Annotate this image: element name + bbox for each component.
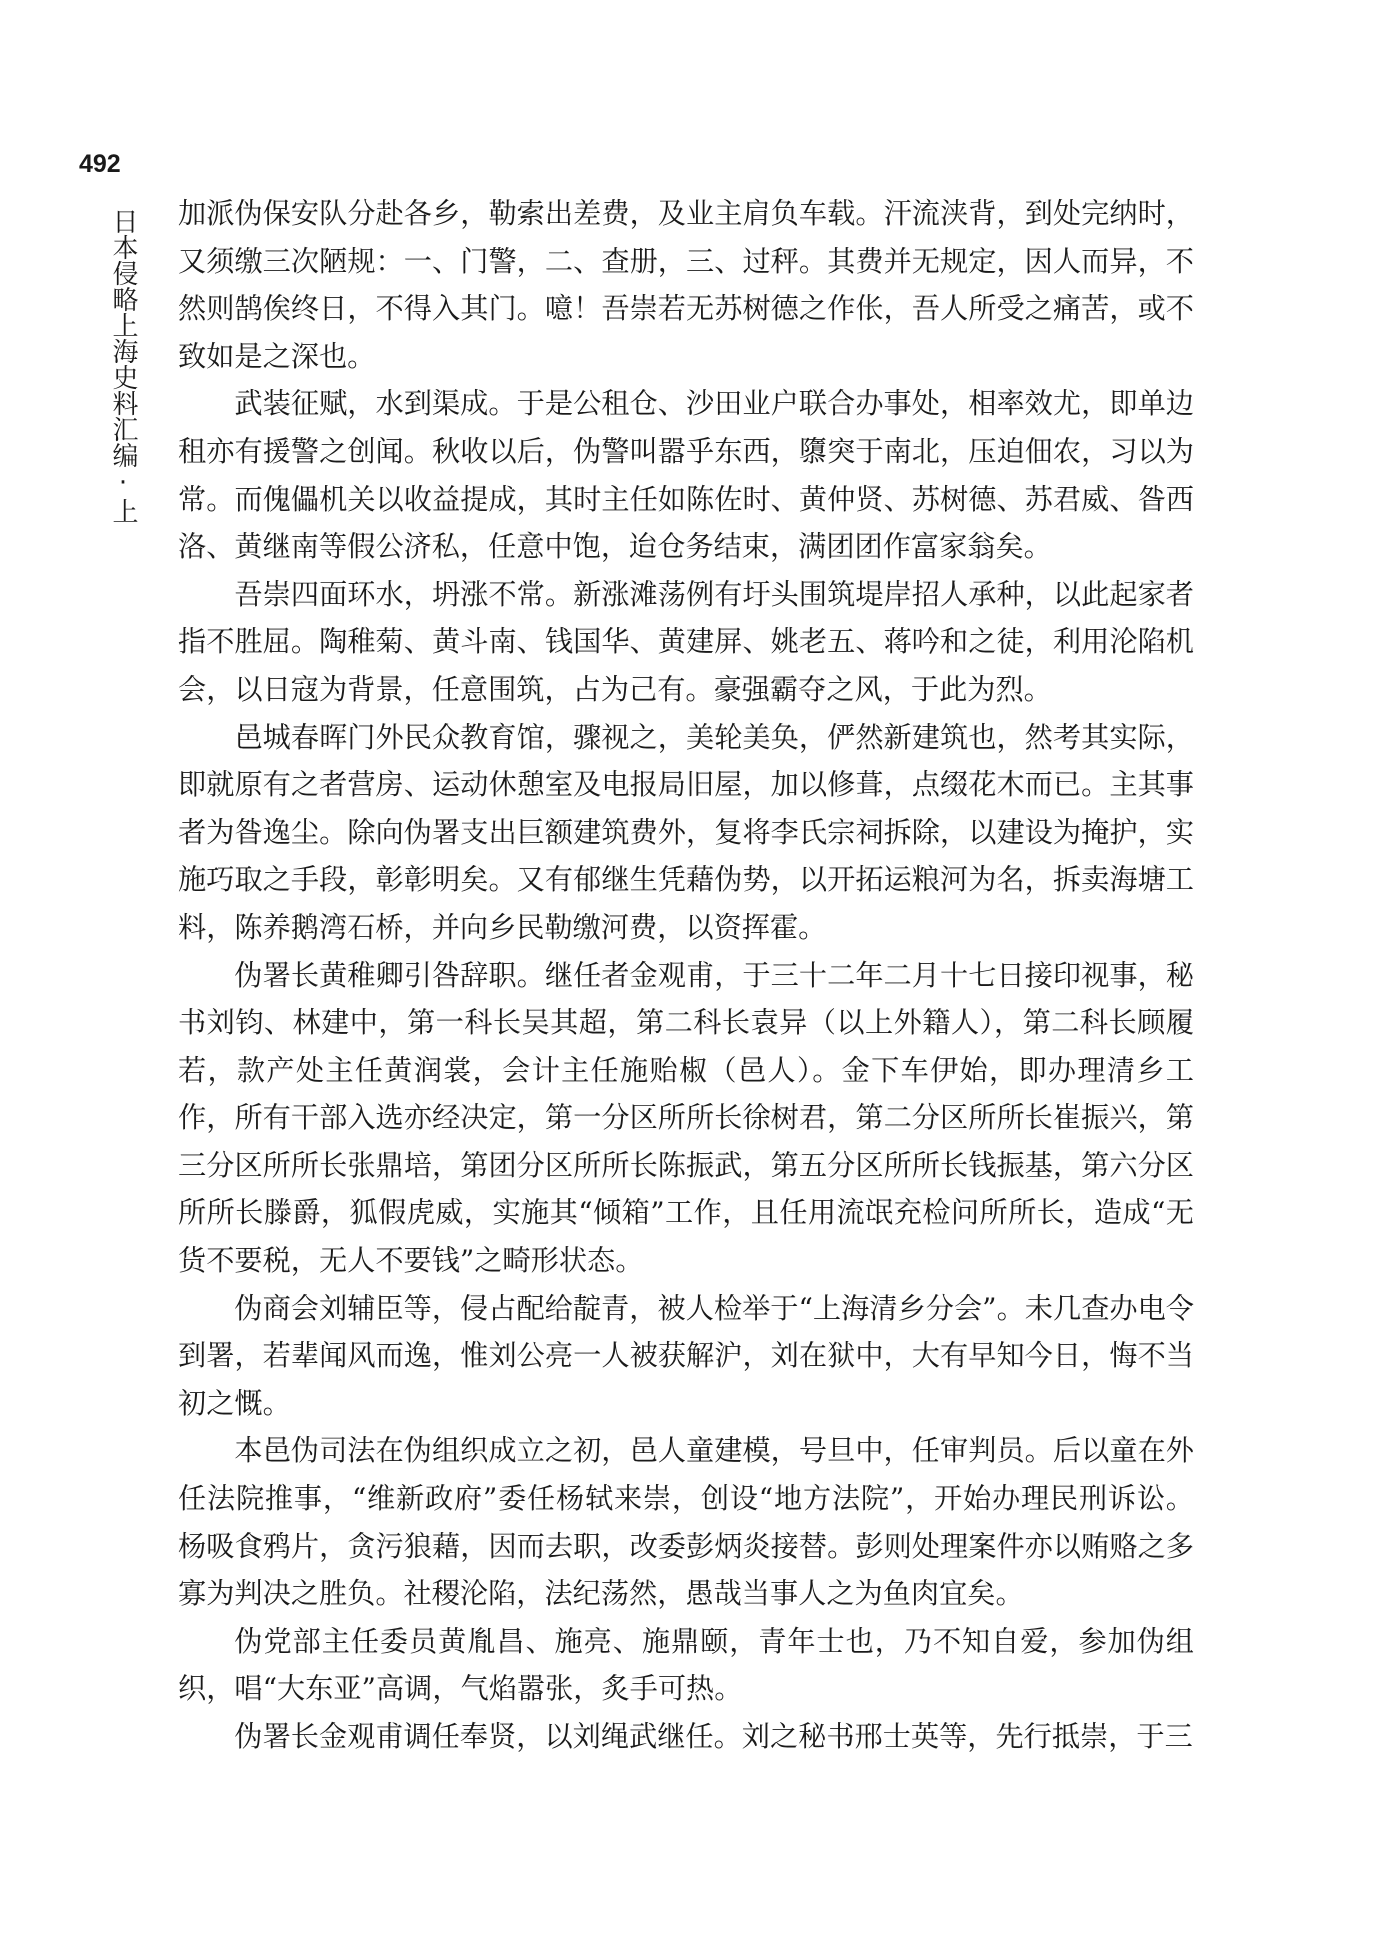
paragraph-1: 加派伪保安队分赴各乡，勒索出差费，及业主肩负车载。汗流浃背，到处完纳时，又须缴三次陋规：一、门警，二、查册，三、过秤。其费并无规定，因人而异，不然则鹄俟终日，不得入其门。噫！吾崇若无苏树德之作伥，吾人所受之痛苦，或不致如是之深也。: [178, 197, 1194, 373]
page-number: 492: [79, 150, 121, 178]
paragraph-3: 吾崇四面环水，坍涨不常。新涨滩荡例有圩头围筑堤岸招人承种，以此起家者指不胜屈。陶稚菊、黄斗南、钱国华、黄建屏、姚老五、蒋吟和之徒，利用沦陷机会，以日寇为背景，任意围筑，占为己有。豪强霸夺之风，于此为烈。: [178, 577, 1194, 706]
paragraph-8: 伪党部主任委员黄胤昌、施亮、施鼎颐，青年士也，乃不知自爱，参加伪组织，唱“大东亚”高调，气焰嚣张，炙手可热。: [178, 1624, 1194, 1706]
paragraph-6: 伪商会刘辅臣等，侵占配给靛青，被人检举于“上海清乡分会”。未几查办电令到署，若辈闻风而逸，惟刘公亮一人被获解沪，刘在狱中，大有早知今日，悔不当初之慨。: [178, 1291, 1194, 1420]
paragraph-2: 武装征赋，水到渠成。于是公租仓、沙田业户联合办事处，相率效尤，即单边租亦有援警之创闻。秋收以后，伪警叫嚣乎东西，隳突于南北，压迫佃农，习以为常。而傀儡机关以收益提成，其时主任如陈佐时、黄仲贤、苏树德、苏君威、昝西洛、黄继南等假公济私，任意中饱，迨仓务结束，满团团作富家翁矣。: [178, 387, 1194, 564]
paragraph-7: 本邑伪司法在伪组织成立之初，邑人童建模，号旦中，任审判员。后以童在外任法院推事，“维新政府”委任杨轼来崇，创设“地方法院”，开始办理民刑诉讼。杨吸食鸦片，贪污狼藉，因而去职，改委彭炳炎接替。彭则处理案件亦以贿赂之多寡为判决之胜负。社稷沦陷，法纪荡然，愚哉当事人之为鱼肉宜矣。: [178, 1434, 1194, 1611]
paragraph-9: 伪署长金观甫调任奉贤，以刘绳武继任。刘之秘书邢士英等，先行抵崇，于三: [234, 1720, 1193, 1753]
paragraph-5: 伪署长黄稚卿引咎辞职。继任者金观甫，于三十二年二月十七日接印视事，秘书刘钧、林建中，第一科长吴其超，第二科长袁异（以上外籍人），第二科长顾履若，款产处主任黄润裳，会计主任施贻椒（邑人）。金下车伊始，即办理清乡工作，所有干部入选亦经决定，第一分区所所长徐树君，第二分区所所长崔振兴，第三分区所所长张鼎培，第团分区所所长陈振武，第五分区所所长钱振基，第六分区所所长滕爵，狐假虎威，实施其“倾箱”工作，且任用流氓充检问所所长，造成“无货不要税，无人不要钱”之畸形状态。: [178, 958, 1194, 1278]
body-text: [178, 190, 1194, 1761]
side-title: 日本侵略上海史料汇编·上: [108, 208, 138, 524]
paragraph-4: 邑城春晖门外民众教育馆，骤视之，美轮美奂，俨然新建筑也，然考其实际，即就原有之者营房、运动休憩室及电报局旧屋，加以修葺，点缀花木而已。主其事者为昝逸尘。除向伪署支出巨额建筑费外，复将李氏宗祠拆除，以建设为掩护，实施巧取之手段，彰彰明矣。又有郁继生凭藉伪势，以开拓运粮河为名，拆卖海塘工料，陈养鹅湾石桥，并向乡民勒缴河费，以资挥霍。: [178, 720, 1194, 944]
